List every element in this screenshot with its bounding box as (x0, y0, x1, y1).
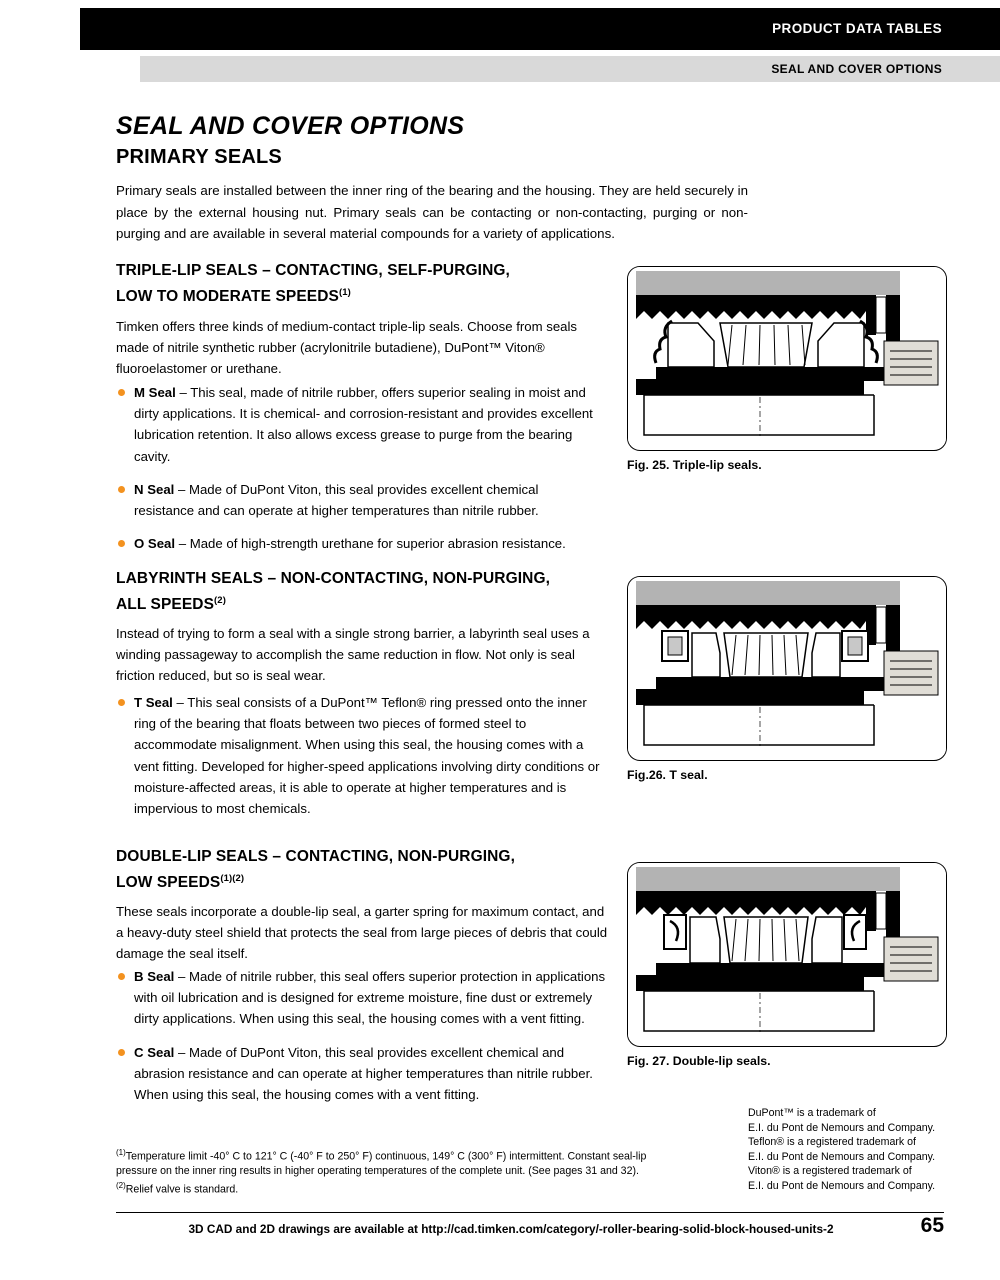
page-subtitle: PRIMARY SEALS (116, 146, 282, 168)
list-item (116, 966, 608, 1030)
trademark-line: DuPont™ is a trademark of (748, 1107, 876, 1119)
footnote-1-marker: (1) (116, 1148, 126, 1157)
bullet-text: – Made of high-strength urethane for superior abrasion resistance. (175, 536, 566, 552)
figure-25-caption: Fig. 25. Triple-lip seals. (627, 458, 762, 472)
bullet-label: M Seal (134, 385, 176, 400)
double-lip-seal-diagram (628, 863, 946, 1041)
intro-paragraph: Primary seals are installed between the inner ring of the bearing and the housing. They are held securely in place by the external housing nut. Primary seals can be contacting or non-contacting, purging or non-purging and are available in several material compounds for a variety of applications. (116, 183, 748, 241)
bullet-text: – Made of nitrile rubber, this seal offers superior protection in applications with oil lubrication and is designed for extreme moisture, fine dust or extremely dirty applications. When using this seal, the housing comes with a vent fitting. (134, 969, 606, 1027)
header-bar-label: PRODUCT DATA TABLES (772, 21, 942, 36)
bullet-label: O Seal (134, 536, 176, 552)
list-item (116, 479, 598, 521)
bullet-text: – Made of DuPont Viton, this seal provides excellent chemical resistance and can operate at higher temperatures than nitrile rubber. (134, 481, 539, 519)
figure-26-image (627, 576, 947, 761)
section-1-body: Timken offers three kinds of medium-contact triple-lip seals. Choose from seals made of nitrile synthetic rubber (acrylonitrile butadiene), DuPont™ Viton® fluoroelastomer or urethane. (116, 319, 578, 377)
section-3-bullet-list (116, 966, 608, 1117)
section-2-heading-line2: ALL SPEEDS (116, 596, 215, 614)
section-2-heading (116, 568, 616, 616)
footnotes (116, 1146, 676, 1197)
section-2-body: Instead of trying to form a seal with a single strong barrier, a labyrinth seal uses a winding passageway to accomplish the same reduction in flow. Not only is seal friction reduced, but so is seal wear. (116, 626, 590, 684)
figure-27 (627, 862, 945, 1068)
section-1-heading-line1: TRIPLE-LIP SEALS – CONTACTING, SELF-PURGING, (116, 262, 510, 279)
bullet-label: B Seal (134, 969, 175, 984)
bullet-label: T Seal (134, 695, 173, 710)
footnote-2-marker: (2) (116, 1180, 126, 1190)
figure-25-image (627, 266, 947, 451)
trademark-line: Teflon® is a registered trademark of (748, 1136, 916, 1149)
list-item (116, 533, 598, 554)
header-bar-product-data-tables (80, 8, 1000, 50)
section-2-bullet-list (116, 692, 608, 831)
bullet-text: – Made of DuPont Viton, this seal provides excellent chemical and abrasion resistance and can operate at higher temperatures than nitrile rubber. When using this seal, the housing comes with a vent fitting. (134, 1044, 593, 1103)
t-seal-diagram (628, 577, 946, 755)
trademark-line: Viton® is a registered trademark of (748, 1165, 912, 1178)
footnote-2 (116, 1179, 676, 1197)
section-2-heading-line1: LABYRINTH SEALS – NON-CONTACTING, NON-PURGING, (116, 570, 551, 587)
sub-header-bar-label: SEAL AND COVER OPTIONS (771, 62, 942, 76)
section-1-heading (116, 260, 616, 308)
section-3-body: These seals incorporate a double-lip seal, a garter spring for maximum contact, and a heavy-duty steel shield that protects the seal from large pieces of debris that could damage the seal itself. (116, 904, 608, 962)
figure-26-caption: Fig.26. T seal. (627, 768, 708, 782)
list-item (116, 382, 598, 467)
list-item (116, 1042, 608, 1106)
section-3-heading-line1: DOUBLE-LIP SEALS – CONTACTING, NON-PURGING, (116, 848, 515, 865)
bullet-text: – This seal, made of nitrile rubber, offers superior sealing in moist and dirty applications. It is chemical- and corrosion-resistant and provides excellent lubrication retention. It also allows excess grease to purge from the bearing cavity. (134, 385, 593, 464)
page-number: 65 (920, 1214, 944, 1237)
trademark-line: E.I. du Pont de Nemours and Company. (748, 1179, 936, 1192)
section-1-bullet-list (116, 382, 598, 566)
section-1-heading-line2: LOW TO MODERATE SPEEDS (116, 288, 339, 306)
footnote-2-text: Relief valve is standard. (125, 1183, 239, 1196)
bullet-text: – This seal consists of a DuPont™ Teflon® ring pressed onto the inner ring of the bearing that floats between two pieces of formed steel to accommodate misalignment. When using this seal, the housing comes with a vent fitting. Developed for higher-speed applications involving dirty conditions or moisture-affected areas, it is able to operate at higher temperatures and is impervious to most chemicals. (134, 695, 600, 817)
footer-divider (116, 1212, 944, 1213)
trademark-line: E.I. du Pont de Nemours and Company. (748, 1121, 936, 1134)
header-bar-seal-and-cover-options (140, 56, 1000, 82)
section-3-heading-line2: LOW SPEEDS (116, 874, 221, 892)
list-item (116, 692, 608, 819)
bullet-label: N Seal (134, 481, 175, 497)
triple-lip-seal-diagram (628, 267, 946, 445)
section-1-heading-footnote-ref: (1) (338, 287, 351, 298)
page-title: SEAL AND COVER OPTIONS (116, 112, 465, 140)
section-3-heading-footnote-ref: (1)(2) (220, 873, 245, 884)
footnote-1 (116, 1146, 676, 1179)
trademark-line: E.I. du Pont de Nemours and Company. (748, 1150, 936, 1163)
figure-27-caption: Fig. 27. Double-lip seals. (627, 1054, 771, 1068)
trademark-notice (748, 1106, 968, 1194)
bullet-label: C Seal (134, 1044, 175, 1060)
figure-27-image (627, 862, 947, 1047)
section-2-heading-footnote-ref: (2) (214, 595, 226, 606)
figure-26 (627, 576, 945, 782)
footer-text: 3D CAD and 2D drawings are available at http://cad.timken.com/category/-roller-bearing-solid-block-housed-units-2 (188, 1222, 834, 1236)
footnote-1-text: Temperature limit -40° C to 121° C (-40° F to 250° F) continuous, 149° C (300° F) intermittent. Constant seal-lip pressure on the inner ring results in higher operating temperatures of the complete unit. (See pages 31 and 32). (116, 1150, 647, 1178)
section-3-heading (116, 846, 616, 894)
figure-25 (627, 266, 945, 472)
